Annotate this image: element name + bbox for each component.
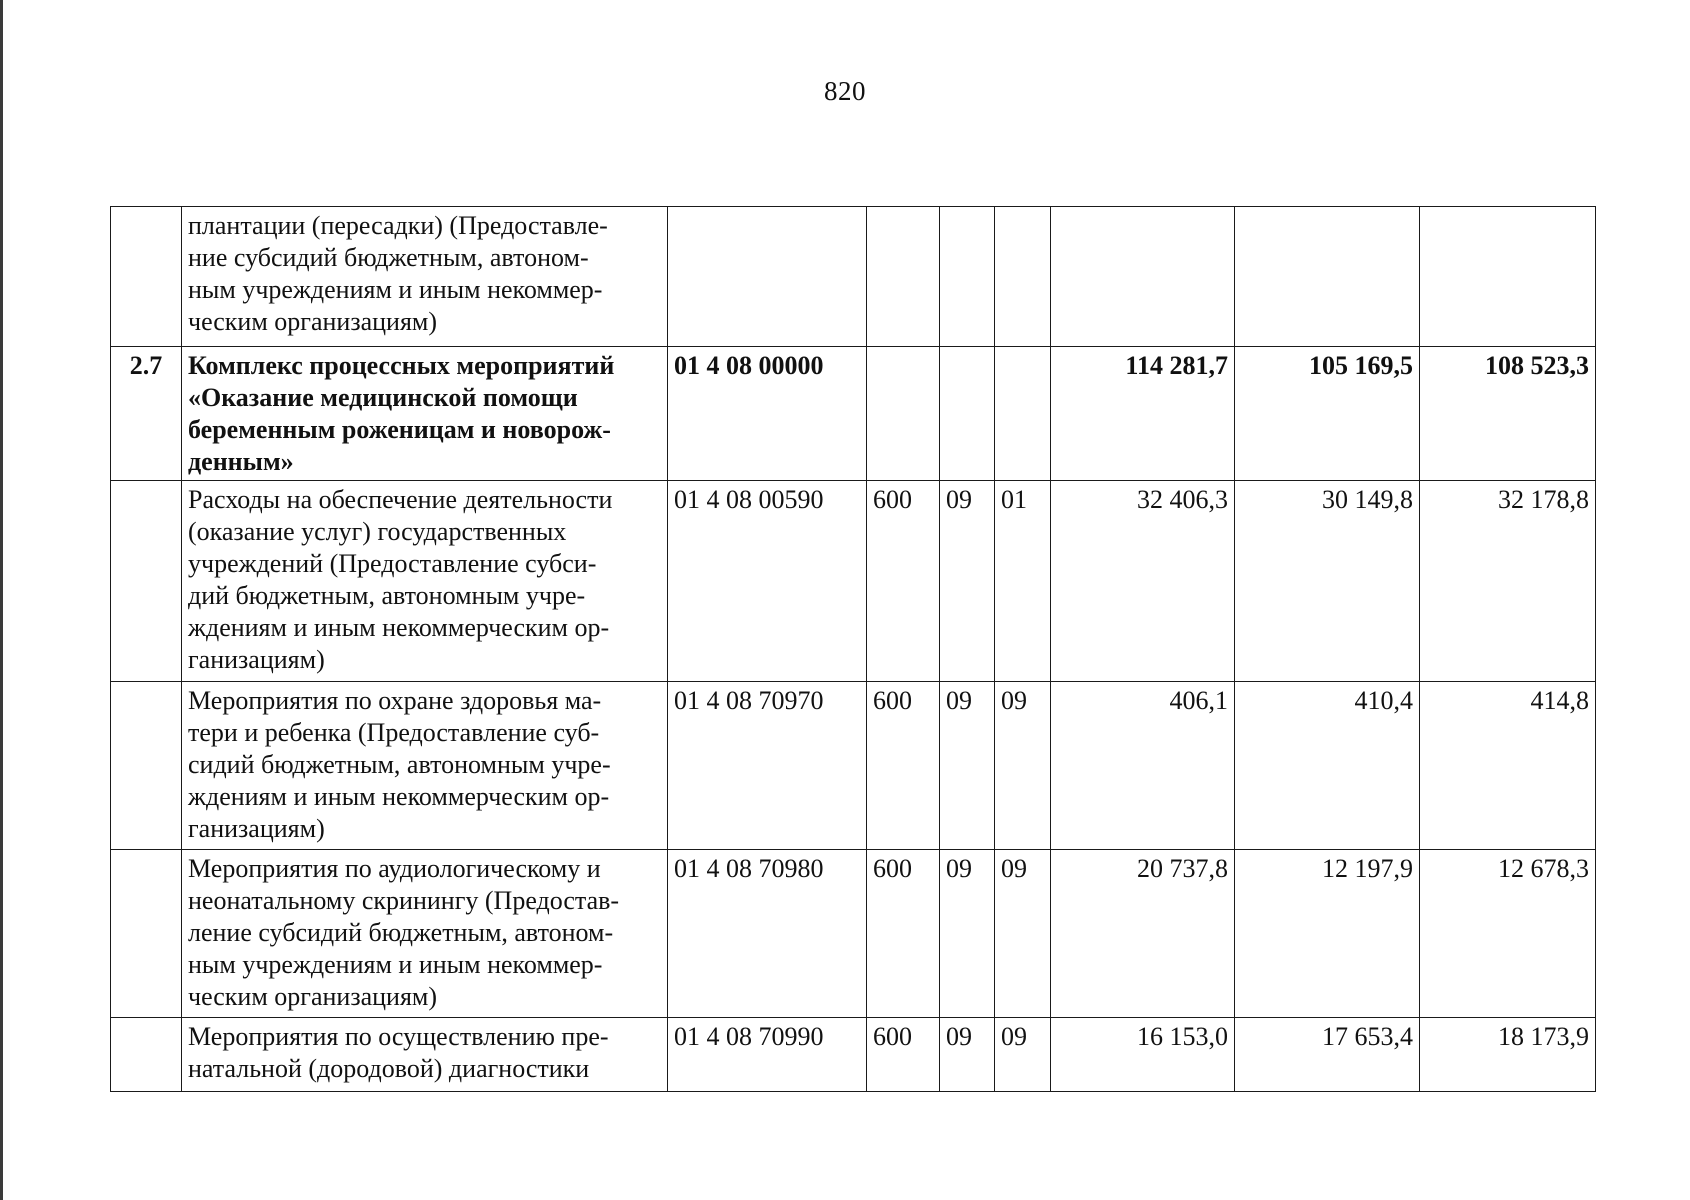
target-article-code-cell: 01 4 08 70980 (668, 850, 867, 1018)
row-name-line: неонатальному скринингу (Предостав- (188, 886, 620, 915)
table-row (111, 1018, 1596, 1092)
row-name-line: (оказание услуг) государственных (188, 517, 567, 546)
amount-year-2-cell: 105 169,5 (1235, 347, 1420, 481)
row-number-cell (111, 850, 182, 1018)
target-article-code-cell: 01 4 08 70970 (668, 682, 867, 850)
amount-year-2-cell: 30 149,8 (1235, 481, 1420, 682)
amount-year-1-cell: 16 153,0 (1051, 1018, 1235, 1092)
row-name-line: ным учреждениям и иным некоммер- (188, 950, 603, 979)
expense-type-cell: 600 (867, 1018, 940, 1092)
amount-year-3-cell (1420, 207, 1596, 347)
row-name-line: дий бюджетным, автономным учре- (188, 581, 586, 610)
row-number-cell: 2.7 (111, 347, 182, 481)
section-cell: 09 (940, 1018, 995, 1092)
row-number-cell (111, 481, 182, 682)
row-name-cell (182, 207, 668, 347)
section-cell: 09 (940, 481, 995, 682)
row-name-line: Комплекс процессных мероприятий (188, 351, 615, 380)
section-cell: 09 (940, 682, 995, 850)
row-name-line: Мероприятия по осуществлению пре- (188, 1022, 609, 1051)
amount-year-2-cell: 12 197,9 (1235, 850, 1420, 1018)
amount-year-1-cell: 32 406,3 (1051, 481, 1235, 682)
table-row (111, 481, 1596, 682)
row-name-line: плантации (пересадки) (Предоставле- (188, 211, 608, 240)
table-row (111, 682, 1596, 850)
amount-year-3-cell: 414,8 (1420, 682, 1596, 850)
row-name-line: беременным роженицам и новорож- (188, 415, 611, 444)
row-name-line: натальной (дородовой) диагностики (188, 1054, 590, 1083)
row-name-line: денным» (188, 447, 294, 476)
amount-year-1-cell: 114 281,7 (1051, 347, 1235, 481)
page-number: 820 (824, 76, 866, 106)
target-article-code-cell (668, 207, 867, 347)
target-article-code-cell: 01 4 08 70990 (668, 1018, 867, 1092)
table-row (111, 850, 1596, 1018)
expense-type-cell: 600 (867, 850, 940, 1018)
amount-year-3-cell: 12 678,3 (1420, 850, 1596, 1018)
row-number-cell (111, 1018, 182, 1092)
row-name-line: ждениям и иным некоммерческим ор- (188, 613, 610, 642)
amount-year-2-cell (1235, 207, 1420, 347)
expense-type-cell: 600 (867, 481, 940, 682)
subsection-cell: 09 (995, 682, 1051, 850)
row-number-cell (111, 207, 182, 347)
budget-table (110, 206, 1596, 1092)
row-name-line: ление субсидий бюджетным, автоном- (188, 918, 614, 947)
scan-edge-line (0, 0, 3, 1200)
row-name-line: ным учреждениям и иным некоммер- (188, 275, 603, 304)
section-cell (940, 207, 995, 347)
amount-year-1-cell: 20 737,8 (1051, 850, 1235, 1018)
row-name-line: тери и ребенка (Предоставление суб- (188, 718, 600, 747)
row-name-cell (182, 1018, 668, 1092)
subsection-cell: 09 (995, 1018, 1051, 1092)
row-name-line: ческим организациям) (188, 307, 438, 336)
amount-year-1-cell: 406,1 (1051, 682, 1235, 850)
row-name-cell (182, 850, 668, 1018)
row-name-line: ческим организациям) (188, 982, 438, 1011)
row-number-cell (111, 682, 182, 850)
row-name-line: «Оказание медицинской помощи (188, 383, 578, 412)
row-name-cell (182, 481, 668, 682)
row-name-line: Мероприятия по аудиологическому и (188, 854, 601, 883)
table-row (111, 347, 1596, 481)
row-name-line: сидий бюджетным, автономным учре- (188, 750, 611, 779)
section-cell: 09 (940, 850, 995, 1018)
subsection-cell (995, 347, 1051, 481)
amount-year-2-cell: 410,4 (1235, 682, 1420, 850)
expense-type-cell: 600 (867, 682, 940, 850)
subsection-cell: 09 (995, 850, 1051, 1018)
row-name-cell (182, 682, 668, 850)
amount-year-3-cell: 18 173,9 (1420, 1018, 1596, 1092)
amount-year-3-cell: 32 178,8 (1420, 481, 1596, 682)
row-name-line: Мероприятия по охране здоровья ма- (188, 686, 602, 715)
section-cell (940, 347, 995, 481)
amount-year-2-cell: 17 653,4 (1235, 1018, 1420, 1092)
row-name-line: учреждений (Предоставление субси- (188, 549, 597, 578)
subsection-cell (995, 207, 1051, 347)
expense-type-cell (867, 347, 940, 481)
row-name-line: ганизациям) (188, 645, 325, 674)
subsection-cell: 01 (995, 481, 1051, 682)
amount-year-1-cell (1051, 207, 1235, 347)
row-name-line: ние субсидий бюджетным, автоном- (188, 243, 589, 272)
row-name-cell (182, 347, 668, 481)
target-article-code-cell: 01 4 08 00000 (668, 347, 867, 481)
row-name-line: ганизациям) (188, 814, 325, 843)
target-article-code-cell: 01 4 08 00590 (668, 481, 867, 682)
expense-type-cell (867, 207, 940, 347)
amount-year-3-cell: 108 523,3 (1420, 347, 1596, 481)
row-name-line: ждениям и иным некоммерческим ор- (188, 782, 610, 811)
table-row (111, 207, 1596, 347)
row-name-line: Расходы на обеспечение деятельности (188, 485, 613, 514)
